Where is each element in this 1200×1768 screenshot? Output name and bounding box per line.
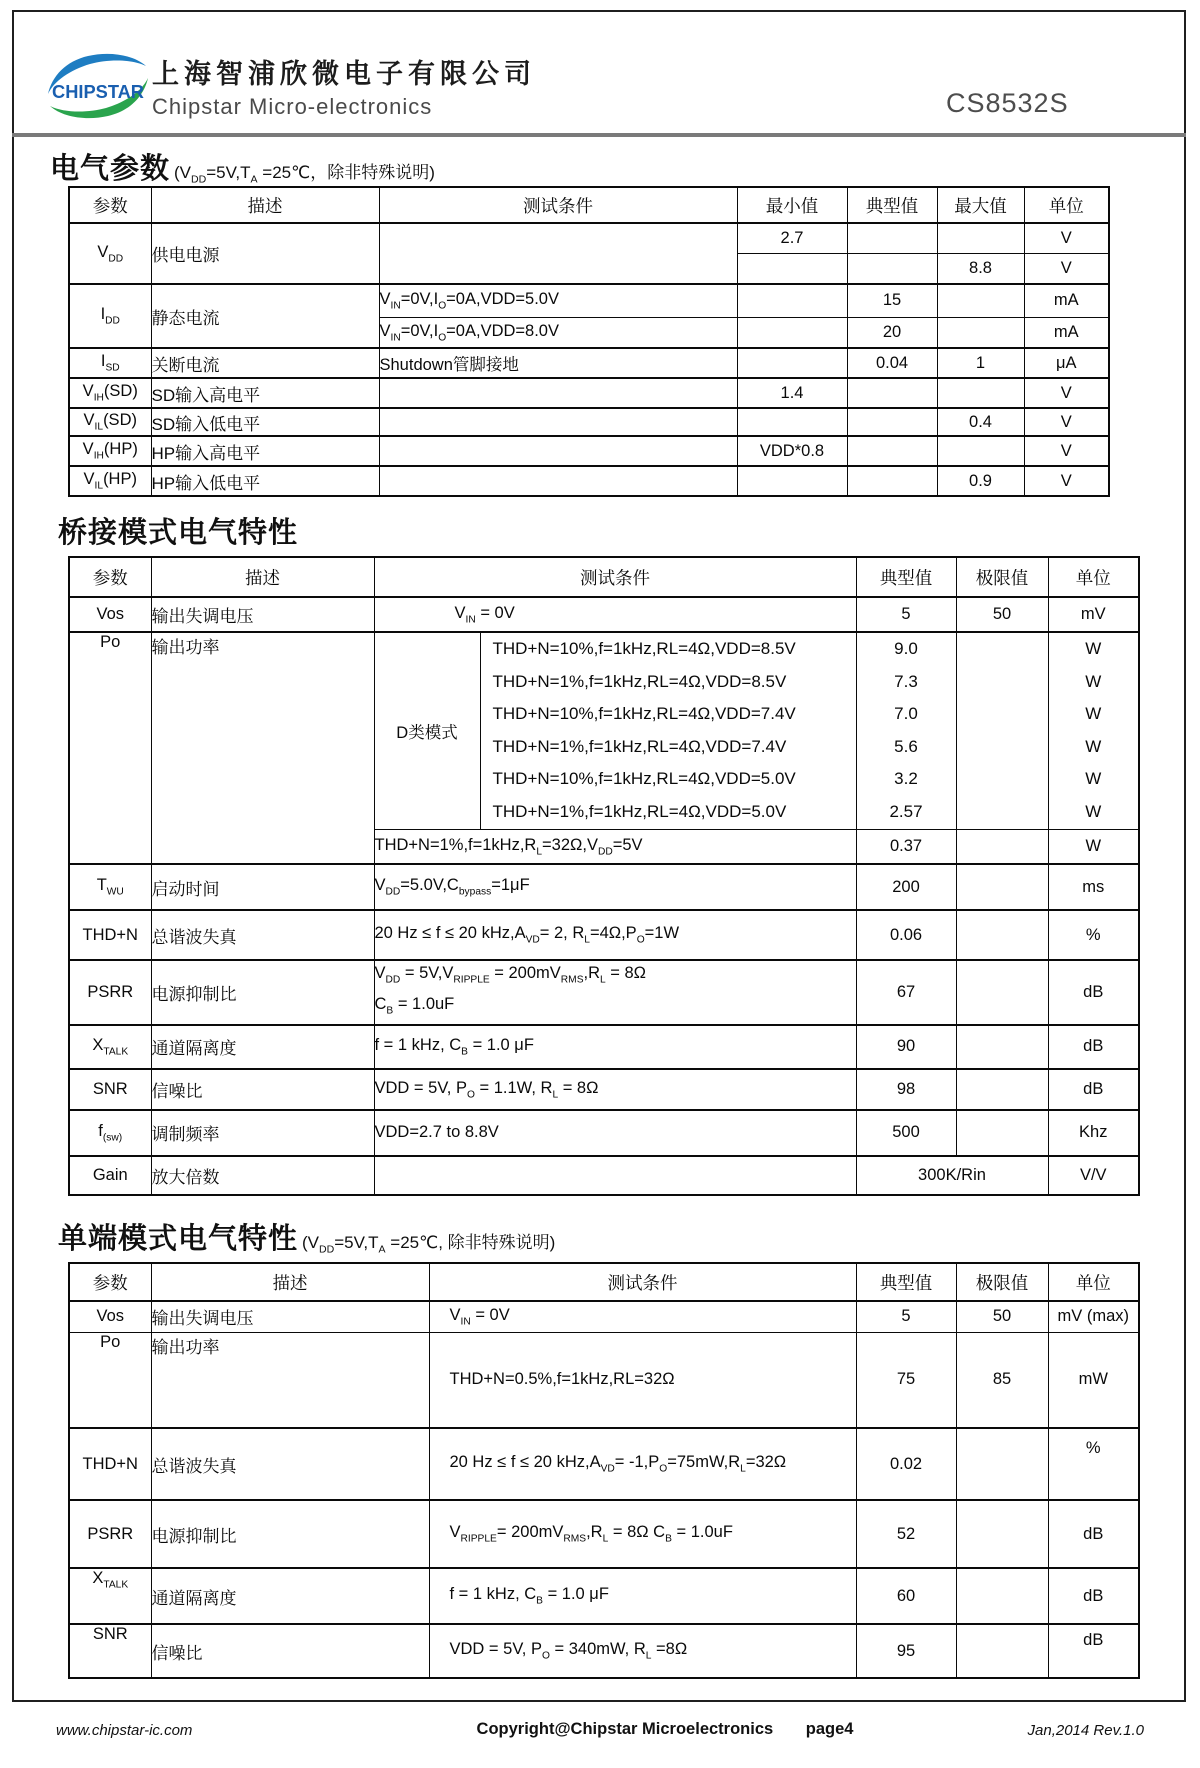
column-header-limit: 极限值 xyxy=(956,1263,1048,1301)
cell-param: $V_{IH}(SD)$ xyxy=(69,378,151,408)
cell-blank xyxy=(956,1624,1048,1678)
cell-param: Po xyxy=(69,1332,151,1428)
electrical-parameters-table xyxy=(68,186,1110,497)
cell-blank xyxy=(847,378,937,408)
company-name-en: Chipstar Micro-electronics xyxy=(152,94,433,119)
column-header-unit: 单位 xyxy=(1048,557,1139,597)
column-header-max: 最大值 xyxy=(937,187,1024,223)
footer-date-rev: Jan,2014 Rev.1.0 xyxy=(1027,1722,1144,1739)
cell-unit: % xyxy=(1048,1428,1139,1500)
table-row-vih-hp xyxy=(69,436,1109,466)
cell-unit: W xyxy=(1048,829,1139,864)
cell-cond-list xyxy=(480,632,856,829)
table-row-idd-1 xyxy=(69,284,1109,317)
cell-unit: mA xyxy=(1024,284,1109,317)
table3-header-row xyxy=(69,1263,1139,1301)
cell-param: PSRR xyxy=(69,1500,151,1568)
cell-cond xyxy=(374,960,856,1025)
cell-cond: $V_{IN} = 0V$ xyxy=(429,1301,856,1332)
cell-blank xyxy=(937,436,1024,466)
section3-title-text: 单端模式电气特性 xyxy=(58,1223,299,1255)
cell-cond xyxy=(379,223,737,284)
cell-param: SNR xyxy=(69,1624,151,1678)
cell-blank xyxy=(956,632,1048,829)
cell-desc: 电源抑制比 xyxy=(151,1500,429,1568)
cell-typ: 75 xyxy=(856,1332,956,1428)
cell-blank xyxy=(847,223,937,253)
cell-param: THD+N xyxy=(69,1428,151,1500)
section2-title-text: 桥接模式电气特性 xyxy=(58,517,299,549)
cell-cond xyxy=(379,408,737,436)
cell-unit: ms xyxy=(1048,864,1139,910)
table-row-thdn xyxy=(69,910,1139,960)
typ-value: 7.0 xyxy=(894,704,918,724)
cond-line: THD+N=10%,f=1kHz,RL=4Ω,VDD=8.5V xyxy=(492,639,796,658)
cell-cond xyxy=(379,466,737,496)
cell-desc: SD输入低电平 xyxy=(151,408,379,436)
cell-blank xyxy=(737,317,847,348)
cell-param: Po xyxy=(69,632,151,864)
cell-blank xyxy=(737,348,847,378)
cell-blank xyxy=(956,960,1048,1025)
table-row-snr xyxy=(69,1624,1139,1678)
cell-desc: 启动时间 xyxy=(151,864,374,910)
section1-title xyxy=(50,146,435,187)
cell-max: 8.8 xyxy=(937,253,1024,284)
cell-unit: V/V xyxy=(1048,1156,1139,1195)
cell-param: $I_{SD}$ xyxy=(69,348,151,378)
column-header-typ: 典型值 xyxy=(856,1263,956,1301)
unit-value: W xyxy=(1085,639,1102,658)
cell-blank xyxy=(937,223,1024,253)
cell-blank xyxy=(847,253,937,284)
table-row-gain xyxy=(69,1156,1139,1195)
typ-value: 7.3 xyxy=(894,671,918,691)
chipstar-logo-icon xyxy=(46,48,150,124)
cell-unit: dB xyxy=(1048,1500,1139,1568)
cell-param: $X_{TALK}$ xyxy=(69,1025,151,1069)
section3-title-note: ($V_{DD}=5V,T_A$ =25℃, 除非特殊说明) xyxy=(302,1233,556,1256)
cell-param: $V_{IL}(SD)$ xyxy=(69,408,151,436)
cell-min: 1.4 xyxy=(737,378,847,408)
table2-header-row xyxy=(69,557,1139,597)
column-header-desc: 描述 xyxy=(151,187,379,223)
cell-unit: mW xyxy=(1048,1332,1139,1428)
column-header-desc: 描述 xyxy=(151,557,374,597)
table-row-vdd-1 xyxy=(69,223,1109,253)
cell-param: Vos xyxy=(69,1301,151,1332)
cond-line: THD+N=10%,f=1kHz,RL=4Ω,VDD=7.4V xyxy=(492,704,796,724)
unit-value: W xyxy=(1085,704,1102,724)
cell-desc: 静态电流 xyxy=(151,284,379,348)
cell-cond xyxy=(374,1156,856,1195)
cell-typ: 20 xyxy=(847,317,937,348)
cell-cond: f = 1 kHz, $C_B = 1.0$ μF xyxy=(374,1025,856,1069)
cell-cond: f = 1 kHz, $C_B = 1.0$ μF xyxy=(429,1568,856,1624)
footer-page-number: page4 xyxy=(805,1720,854,1738)
column-header-typ: 典型值 xyxy=(856,557,956,597)
cell-param: SNR xyxy=(69,1069,151,1110)
cell-typ: 5 xyxy=(856,1301,956,1332)
cell-desc: HP输入低电平 xyxy=(151,466,379,496)
cell-value: 300K/Rin xyxy=(856,1156,1048,1195)
cell-cond: $THD+N=1\%,f=1kHz,R_L=32\Omega,V_{DD}=5V$ xyxy=(374,829,856,864)
cell-blank xyxy=(956,1500,1048,1568)
table-row-vih-sd xyxy=(69,378,1109,408)
header-divider xyxy=(12,133,1186,137)
cell-unit: % xyxy=(1048,910,1139,960)
table-row-vil-hp xyxy=(69,466,1109,496)
section2-title xyxy=(58,510,298,551)
cell-unit: mV xyxy=(1048,597,1139,632)
cell-desc: 输出功率 xyxy=(151,632,374,864)
cell-min: 2.7 xyxy=(737,223,847,253)
cell-typ: 200 xyxy=(856,864,956,910)
cell-max: 0.9 xyxy=(937,466,1024,496)
cell-param: $I_{DD}$ xyxy=(69,284,151,348)
cell-unit: dB xyxy=(1048,960,1139,1025)
cell-unit-list xyxy=(1048,632,1139,829)
cell-unit: V xyxy=(1024,223,1109,253)
cell-blank xyxy=(956,1025,1048,1069)
cell-param: $V_{DD}$ xyxy=(69,223,151,284)
cell-blank xyxy=(847,466,937,496)
cell-cond: $V_{IN} = 0V$ xyxy=(374,597,856,632)
cell-cond xyxy=(379,436,737,466)
cell-param: $T_{WU}$ xyxy=(69,864,151,910)
cond-line: $C_B = 1.0uF$ xyxy=(374,995,455,1017)
cell-unit: Khz xyxy=(1048,1110,1139,1156)
cell-desc: 放大倍数 xyxy=(151,1156,374,1195)
column-header-cond: 测试条件 xyxy=(379,187,737,223)
cell-blank xyxy=(737,408,847,436)
cell-param: $V_{IL}(HP)$ xyxy=(69,466,151,496)
cell-blank xyxy=(737,253,847,284)
table-row-isd xyxy=(69,348,1109,378)
column-header-desc: 描述 xyxy=(151,1263,429,1301)
cell-blank xyxy=(956,910,1048,960)
cell-cond: 20 Hz ≤ f ≤ 20 $kHz,A_{VD}= -1,P_O=75mW,R_L=32\Omega$ xyxy=(429,1428,856,1500)
table-row-po-dclass xyxy=(69,632,1139,829)
section1-title-text: 电气参数 xyxy=(50,153,171,185)
cell-unit: V xyxy=(1024,466,1109,496)
cell-blank xyxy=(956,1110,1048,1156)
cell-desc: HP输入高电平 xyxy=(151,436,379,466)
cell-cond: 20 Hz ≤ f ≤ 20 $kHz,A_{VD}= 2$, $R_L=4\Omega,P_O=1W$ xyxy=(374,910,856,960)
column-header-param: 参数 xyxy=(69,1263,151,1301)
chipstar-logo xyxy=(46,48,150,129)
cell-blank xyxy=(847,408,937,436)
footer-copyright-text: Copyright@Chipstar Microelectronics xyxy=(476,1720,774,1738)
cell-unit: dB xyxy=(1048,1568,1139,1624)
cell-blank xyxy=(737,284,847,317)
cell-typ: 500 xyxy=(856,1110,956,1156)
cell-desc: 总谐波失真 xyxy=(151,910,374,960)
cell-blank xyxy=(956,1069,1048,1110)
cell-blank xyxy=(737,466,847,496)
cell-desc: 信噪比 xyxy=(151,1624,429,1678)
cell-blank xyxy=(956,1428,1048,1500)
cell-max: 1 xyxy=(937,348,1024,378)
table-row-psrr xyxy=(69,1500,1139,1568)
cond-line: THD+N=1%,f=1kHz,RL=4Ω,VDD=8.5V xyxy=(492,671,787,691)
cell-param: THD+N xyxy=(69,910,151,960)
cell-param: Gain xyxy=(69,1156,151,1195)
cell-typ: 15 xyxy=(847,284,937,317)
column-header-min: 最小值 xyxy=(737,187,847,223)
cell-desc: 关断电流 xyxy=(151,348,379,378)
unit-value: W xyxy=(1085,769,1102,789)
company-block xyxy=(152,56,536,122)
cell-typ: 5 xyxy=(856,597,956,632)
unit-value: W xyxy=(1085,671,1102,691)
cell-typ: 52 xyxy=(856,1500,956,1568)
cell-cond: VDD = 5V, $P_O = 1.1W$, $R_L = 8\Omega$ xyxy=(374,1069,856,1110)
footer-copyright xyxy=(477,1720,854,1739)
cell-desc: 通道隔离度 xyxy=(151,1025,374,1069)
cell-desc: 信噪比 xyxy=(151,1069,374,1110)
cell-blank xyxy=(956,829,1048,864)
cell-desc: SD输入高电平 xyxy=(151,378,379,408)
table-row-fsw xyxy=(69,1110,1139,1156)
table-row-snr xyxy=(69,1069,1139,1110)
cond-line: THD+N=10%,f=1kHz,RL=4Ω,VDD=5.0V xyxy=(492,769,796,789)
cell-cond: $V_{RIPPLE}= 200mV_{RMS},R_L = 8\Omega$ $C_B = 1.0uF$ xyxy=(429,1500,856,1568)
cell-unit: mA xyxy=(1024,317,1109,348)
section1-title-note: ($V_{DD}=5V,T_A$ =25℃，除非特殊说明) xyxy=(174,163,435,186)
cell-typ: 0.06 xyxy=(856,910,956,960)
cell-cond: THD+N=0.5%,f=1kHz,RL=32Ω xyxy=(429,1332,856,1428)
cell-blank xyxy=(956,1568,1048,1624)
cell-min: VDD*0.8 xyxy=(737,436,847,466)
cell-unit: mV (max) xyxy=(1048,1301,1139,1332)
column-header-typ: 典型值 xyxy=(847,187,937,223)
column-header-cond: 测试条件 xyxy=(429,1263,856,1301)
cell-desc: 通道隔离度 xyxy=(151,1568,429,1624)
cell-typ: 98 xyxy=(856,1069,956,1110)
cell-cond: VDD=2.7 to 8.8V xyxy=(374,1110,856,1156)
footer-website: www.chipstar-ic.com xyxy=(56,1722,193,1739)
cell-unit: dB xyxy=(1048,1624,1139,1678)
cond-line: $V_{DD} = 5V,V_{RIPPLE} = 200mV_{RMS},R_L = 8\Omega$ xyxy=(374,964,647,986)
cell-desc: 供电电源 xyxy=(151,223,379,284)
cell-param: PSRR xyxy=(69,960,151,1025)
table-row-vos xyxy=(69,597,1139,632)
cell-desc: 调制频率 xyxy=(151,1110,374,1156)
column-header-param: 参数 xyxy=(69,187,151,223)
cell-cond: $V_{DD}=5.0V,C_{bypass}=1\mu F$ xyxy=(374,864,856,910)
table-row-twu xyxy=(69,864,1139,910)
cell-unit: V xyxy=(1024,253,1109,284)
cell-typ: 67 xyxy=(856,960,956,1025)
cell-desc: 输出失调电压 xyxy=(151,597,374,632)
typ-value: 3.2 xyxy=(894,769,918,789)
column-header-unit: 单位 xyxy=(1024,187,1109,223)
table-row-po xyxy=(69,1332,1139,1428)
cell-cond: $V_{IN}=0V,I_O=0A,VDD=5.0V$ xyxy=(379,284,737,317)
cell-blank xyxy=(847,436,937,466)
table1-header-row xyxy=(69,187,1109,223)
table-row-thdn xyxy=(69,1428,1139,1500)
company-name-cn: 上海智浦欣微电子有限公司 xyxy=(152,59,536,89)
logo-text: CHIPSTAR xyxy=(52,82,144,102)
table-row-vil-sd xyxy=(69,408,1109,436)
cell-desc: 电源抑制比 xyxy=(151,960,374,1025)
cell-cond: $V_{IN}=0V,I_O=0A,VDD=8.0V$ xyxy=(379,317,737,348)
cell-desc: 输出功率 xyxy=(151,1332,429,1428)
cell-limit: 50 xyxy=(956,597,1048,632)
cond-line: THD+N=1%,f=1kHz,RL=4Ω,VDD=5.0V xyxy=(492,801,787,821)
cell-typ-list xyxy=(856,632,956,829)
cell-desc: 输出失调电压 xyxy=(151,1301,429,1332)
cell-limit: 85 xyxy=(956,1332,1048,1428)
section3-title xyxy=(58,1216,555,1257)
cell-typ: 0.37 xyxy=(856,829,956,864)
cell-unit: V xyxy=(1024,408,1109,436)
column-header-cond: 测试条件 xyxy=(374,557,856,597)
cell-blank xyxy=(937,378,1024,408)
cell-cond: Shutdown管脚接地 xyxy=(379,348,737,378)
bridge-mode-table xyxy=(68,556,1140,1196)
cell-param: $f_{(sw)}$ xyxy=(69,1110,151,1156)
cell-limit: 50 xyxy=(956,1301,1048,1332)
cell-typ: 95 xyxy=(856,1624,956,1678)
cell-typ: 60 xyxy=(856,1568,956,1624)
typ-value: 5.6 xyxy=(894,736,918,756)
column-header-param: 参数 xyxy=(69,557,151,597)
table-row-vos xyxy=(69,1301,1139,1332)
table-row-xtalk xyxy=(69,1568,1139,1624)
cell-cond xyxy=(379,378,737,408)
part-number: CS8532S xyxy=(946,88,1069,118)
cell-max: 0.4 xyxy=(937,408,1024,436)
table-row-xtalk xyxy=(69,1025,1139,1069)
table-row-psrr xyxy=(69,960,1139,1025)
cell-unit: V xyxy=(1024,436,1109,466)
cell-unit: V xyxy=(1024,378,1109,408)
cell-unit: dB xyxy=(1048,1025,1139,1069)
typ-value: 9.0 xyxy=(894,639,918,658)
cell-mode-label: D类模式 xyxy=(374,632,480,829)
cell-param: Vos xyxy=(69,597,151,632)
single-ended-mode-table xyxy=(68,1262,1140,1679)
cell-cond: VDD = 5V, $P_O = 340mW$, $R_L =8\Omega$ xyxy=(429,1624,856,1678)
typ-value: 2.57 xyxy=(889,801,923,821)
cond-line: THD+N=1%,f=1kHz,RL=4Ω,VDD=7.4V xyxy=(492,736,787,756)
cell-blank xyxy=(937,317,1024,348)
unit-value: W xyxy=(1085,736,1102,756)
cell-param: $X_{TALK}$ xyxy=(69,1568,151,1624)
unit-value: W xyxy=(1085,801,1102,821)
cell-param: $V_{IH}(HP)$ xyxy=(69,436,151,466)
column-header-limit: 极限值 xyxy=(956,557,1048,597)
cell-blank xyxy=(956,864,1048,910)
cell-blank xyxy=(937,284,1024,317)
cell-unit: dB xyxy=(1048,1069,1139,1110)
cell-unit: μA xyxy=(1024,348,1109,378)
cell-typ: 0.04 xyxy=(847,348,937,378)
column-header-unit: 单位 xyxy=(1048,1263,1139,1301)
cell-desc: 总谐波失真 xyxy=(151,1428,429,1500)
cell-typ: 0.02 xyxy=(856,1428,956,1500)
cell-typ: 90 xyxy=(856,1025,956,1069)
